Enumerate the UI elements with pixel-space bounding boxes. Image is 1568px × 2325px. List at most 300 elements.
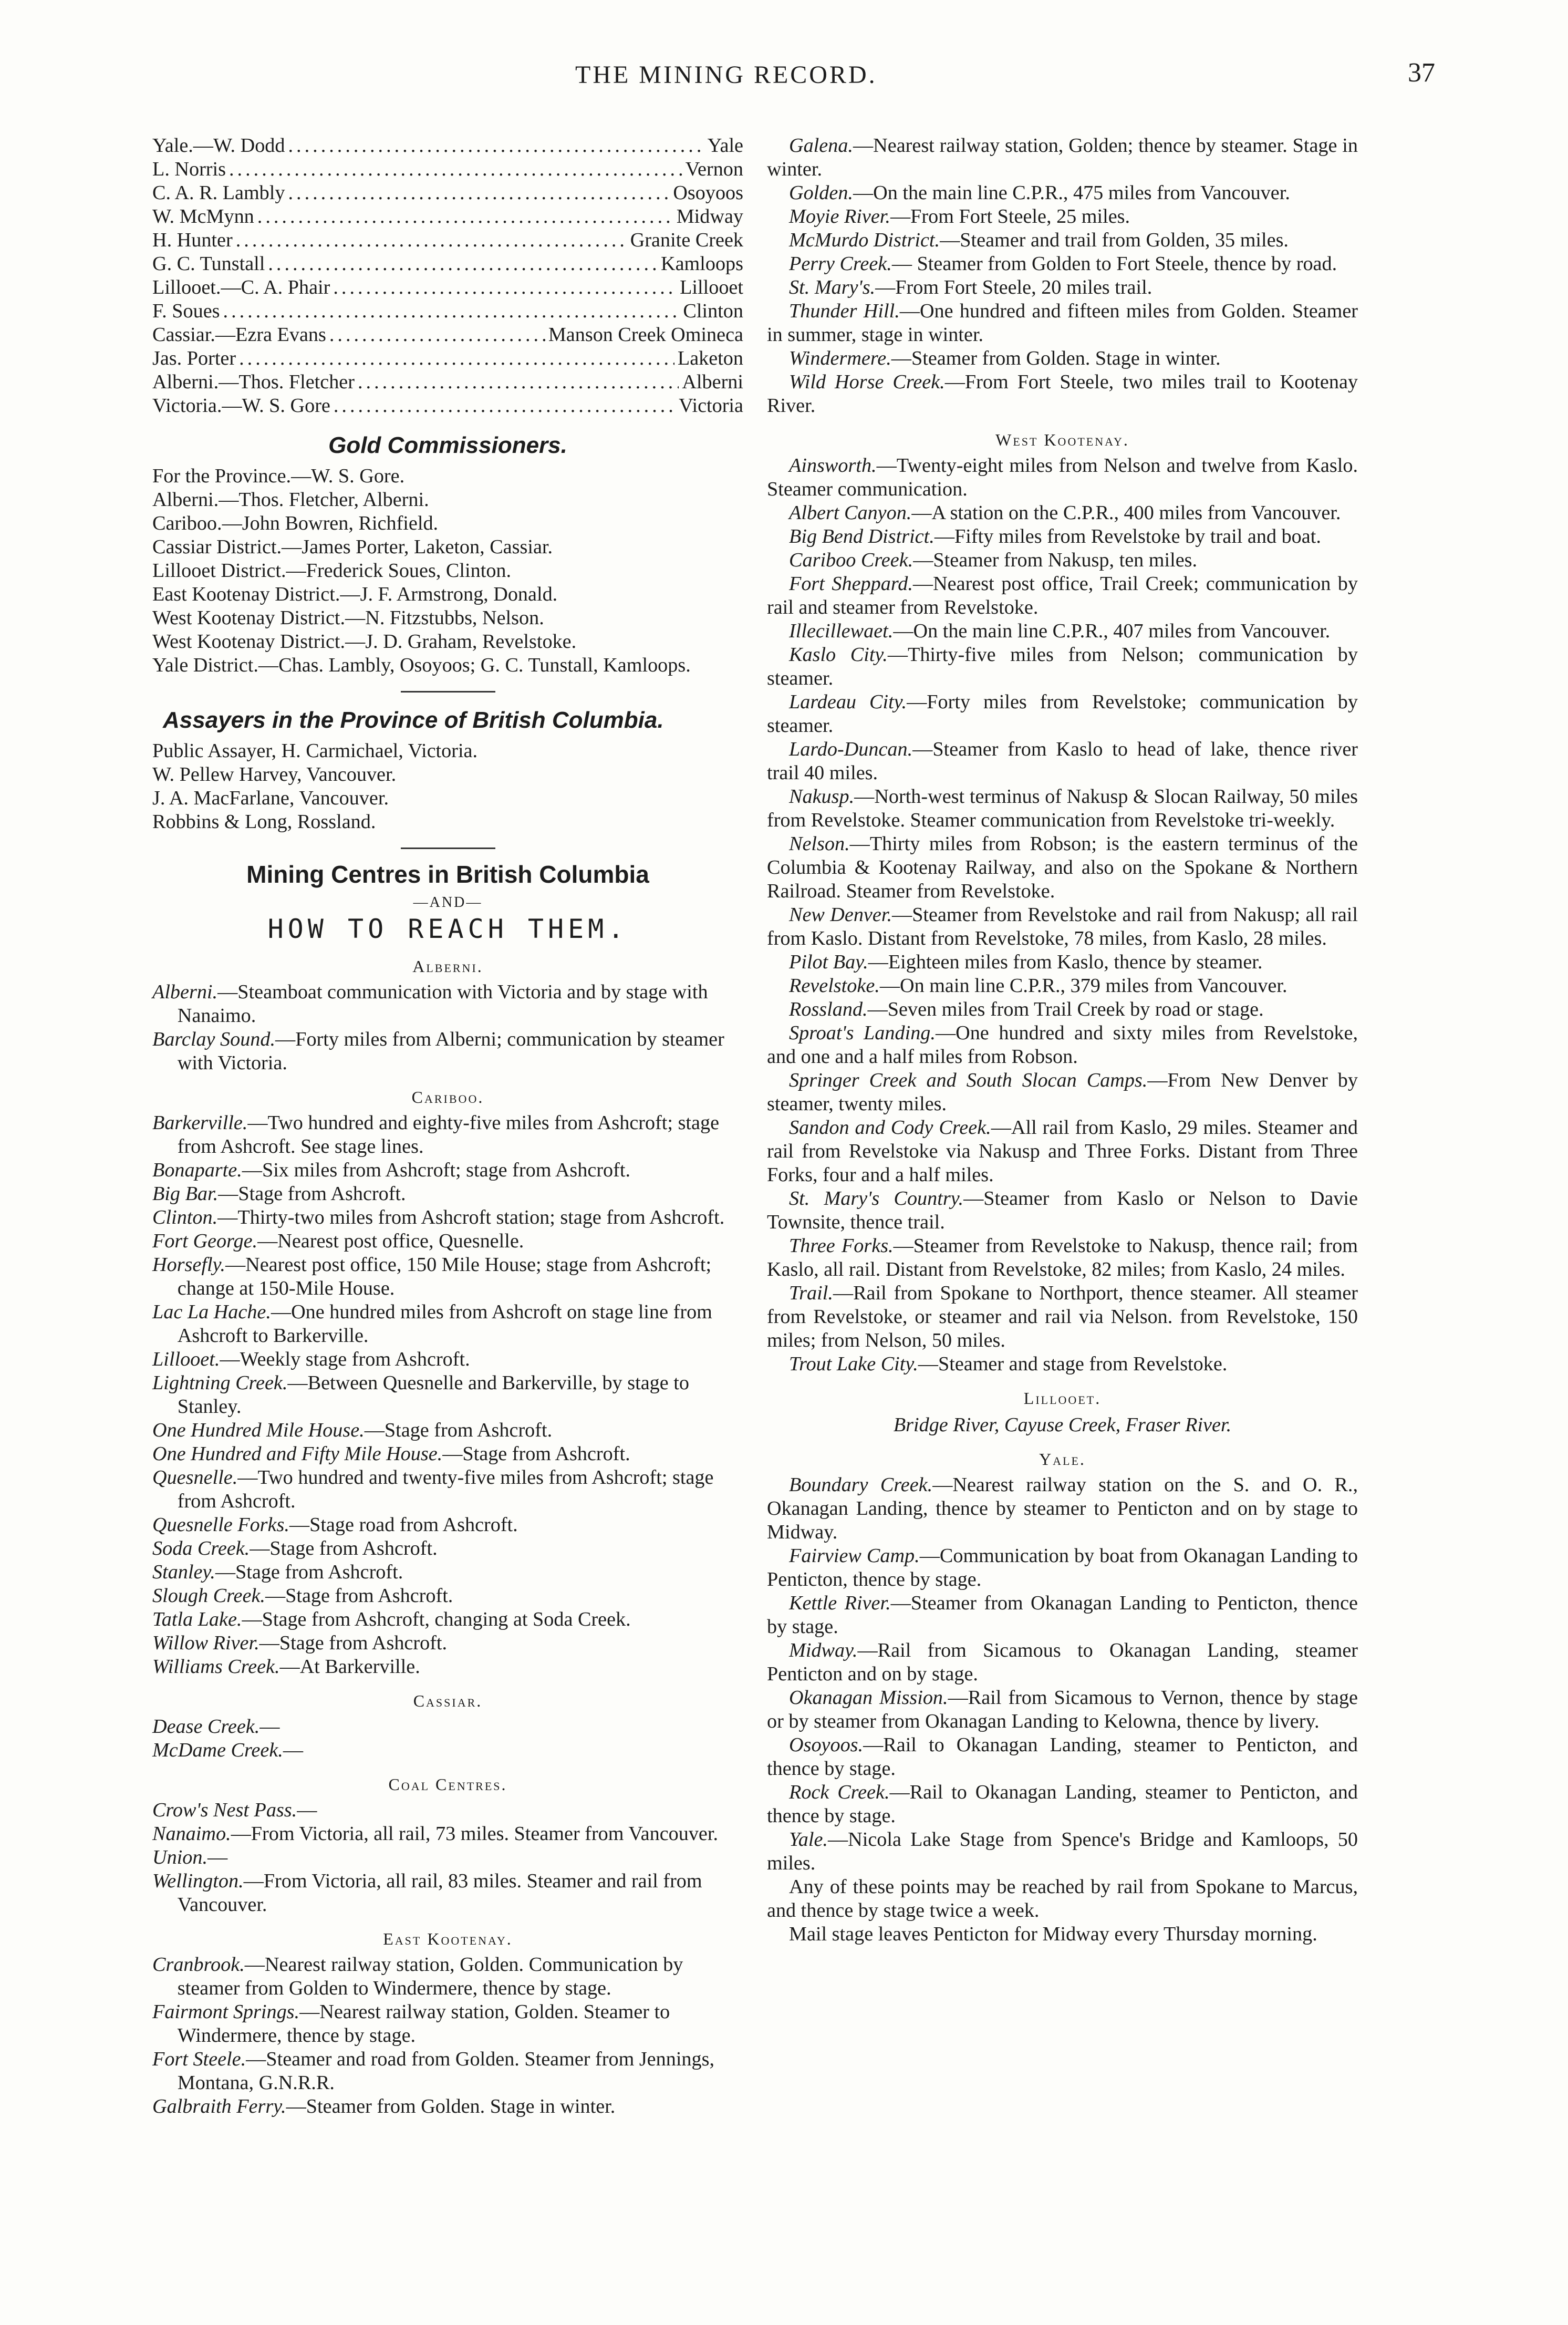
place-name: Boundary Creek. <box>789 1474 933 1496</box>
place-name: Lillooet. <box>152 1348 220 1370</box>
place-name: Kaslo City. <box>789 644 888 666</box>
page-number: 37 <box>1408 58 1435 88</box>
divider <box>401 691 495 693</box>
place-entry <box>767 1234 1358 1282</box>
place-directions: —Nearest railway station on the S. and O. R., Okanagan Landing, thence by steamer to Penticton and on by stage to Midway. <box>767 1474 1358 1543</box>
assayer-row <box>152 252 743 276</box>
assayer-line: Public Assayer, H. Carmichael, Victoria. <box>152 740 478 762</box>
region-heading-lillooet: Lillooet. <box>1023 1389 1102 1408</box>
assayer-row <box>152 276 743 299</box>
place-directions: —On the main line C.P.R., 407 miles from Vancouver. <box>893 620 1331 642</box>
place-name: Fairview Camp. <box>789 1545 920 1567</box>
place-entry <box>767 832 1358 903</box>
place-directions: —Nicola Lake Stage from Spence's Bridge and Kamloops, 50 miles. <box>767 1828 1358 1874</box>
place-entry <box>152 1513 743 1537</box>
assayer-place: Victoria <box>679 395 743 417</box>
place-directions: —Stage from Ashcroft. <box>215 1561 403 1583</box>
place-entry <box>152 1869 743 1917</box>
place-name: Cranbrook. <box>152 1954 245 1976</box>
place-directions: —North-west terminus of Nakusp & Slocan Railway, 50 miles from Revelstoke. Steamer communication from Revelstoke tri-weekly. <box>767 786 1358 831</box>
lillooet-line: Bridge River, Cayuse Creek, Fraser River. <box>893 1414 1232 1436</box>
place-directions: — <box>207 1846 228 1868</box>
place-name: Barkerville. <box>152 1112 248 1134</box>
region-heading-yale: Yale. <box>1039 1450 1086 1469</box>
place-directions: —From New Denver by steamer, twenty miles. <box>767 1069 1358 1115</box>
place-entry <box>767 1069 1358 1116</box>
place-entry <box>152 1229 743 1253</box>
place-name: Lardo-Duncan. <box>789 738 913 760</box>
assayer-name: F. Soues <box>152 300 220 322</box>
place-directions: —Nearest post office, Quesnelle. <box>257 1230 524 1252</box>
leader-dots <box>358 370 679 394</box>
divider <box>401 848 495 849</box>
assayer-name: Alberni.—Thos. Fletcher <box>152 371 355 393</box>
commissioner-line: Lillooet District.—Frederick Soues, Clinton. <box>152 560 512 582</box>
place-directions: —Weekly stage from Ashcroft. <box>220 1348 470 1370</box>
assayer-row <box>152 323 743 347</box>
place-directions: —Stage from Ashcroft. <box>265 1585 453 1607</box>
place-entry <box>152 1419 743 1442</box>
assayer-line: Robbins & Long, Rossland. <box>152 811 376 833</box>
place-name: Crow's Nest Pass. <box>152 1799 297 1821</box>
place-entry <box>767 1592 1358 1639</box>
place-name: Quesnelle Forks. <box>152 1514 289 1536</box>
place-entry <box>767 181 1358 205</box>
place-name: Rock Creek. <box>789 1781 890 1803</box>
place-directions: —Rail from Spokane to Northport, thence steamer. All steamer from Revelstoke, or steamer and rail via Nelson. from Revelstoke, 150 miles; from Nelson, 50 miles. <box>767 1282 1358 1351</box>
assayer-place: Kamloops <box>661 253 743 275</box>
place-entry <box>152 1348 743 1371</box>
place-directions: —At Barkerville. <box>279 1656 420 1678</box>
place-name: Fairmont Springs. <box>152 2001 300 2023</box>
place-entry <box>152 2000 743 2048</box>
place-name: Trail. <box>789 1282 833 1304</box>
place-name: Barclay Sound. <box>152 1028 276 1050</box>
place-entry <box>152 1028 743 1075</box>
place-name: Lac La Hache. <box>152 1301 271 1323</box>
commissioner-line: For the Province.—W. S. Gore. <box>152 465 405 487</box>
assayer-name: C. A. R. Lambly <box>152 182 285 204</box>
place-directions: —Rail to Okanagan Landing, steamer to Penticton, and thence by stage. <box>767 1781 1358 1827</box>
place-entry <box>152 1253 743 1300</box>
place-directions: —Stage from Ashcroft. <box>364 1419 553 1441</box>
place-name: Thunder Hill. <box>789 300 900 322</box>
place-entry <box>767 903 1358 950</box>
place-entry <box>152 1561 743 1584</box>
region-heading-west-kootenay: West Kootenay. <box>995 430 1129 449</box>
leader-dots <box>229 158 682 181</box>
gold-commissioners-list <box>152 464 743 677</box>
place-entry <box>152 1537 743 1561</box>
place-directions: — <box>283 1739 304 1761</box>
place-directions: —On main line C.P.R., 379 miles from Vancouver. <box>879 975 1287 997</box>
leader-dots <box>333 276 677 299</box>
region-heading: Coal Centres. <box>388 1775 507 1794</box>
place-entry <box>152 1584 743 1608</box>
region-heading: Cassiar. <box>413 1691 483 1710</box>
place-entry <box>767 252 1358 276</box>
assayer-place: Manson Creek Omineca <box>548 324 743 346</box>
place-entry <box>152 1206 743 1229</box>
assayer-place: Clinton <box>683 300 743 322</box>
place-name: Trout Lake City. <box>789 1353 918 1375</box>
place-directions: —One hundred and sixty miles from Revelstoke, and one and a half miles from Robson. <box>767 1022 1358 1068</box>
place-directions: —Thirty-two miles from Ashcroft station; stage from Ashcroft. <box>217 1206 725 1228</box>
place-name: Moyie River. <box>789 205 890 228</box>
place-name: St. Mary's Country. <box>789 1187 964 1210</box>
place-entry <box>152 980 743 1028</box>
assayer-name: Yale.—W. Dodd <box>152 135 285 157</box>
place-entry <box>152 1631 743 1655</box>
commissioner-line: East Kootenay District.—J. F. Armstrong, Donald. <box>152 583 558 605</box>
place-name: Lardeau City. <box>789 691 907 713</box>
assayer-place: Lillooet <box>680 276 743 298</box>
assayer-place: Granite Creek <box>630 229 743 251</box>
place-directions: —Steamer from Kaslo to head of lake, thence river trail 40 miles. <box>767 738 1358 784</box>
assayer-row <box>152 181 743 205</box>
place-directions: — <box>259 1716 280 1738</box>
assayer-line: W. Pellew Harvey, Vancouver. <box>152 763 397 786</box>
place-name: Lightning Creek. <box>152 1372 288 1394</box>
assayer-line: J. A. MacFarlane, Vancouver. <box>152 787 389 809</box>
region-heading: East Kootenay. <box>383 1929 513 1948</box>
place-directions: — Steamer from Golden to Fort Steele, thence by road. <box>891 253 1337 275</box>
place-entry <box>152 1799 743 1822</box>
place-name: Stanley. <box>152 1561 215 1583</box>
place-directions: —A station on the C.P.R., 400 miles from Vancouver. <box>911 502 1341 524</box>
place-entry <box>152 1182 743 1206</box>
place-directions: —Stage from Ashcroft. <box>250 1537 438 1559</box>
place-entry <box>767 454 1358 501</box>
place-entry <box>152 1300 743 1348</box>
place-name: Wild Horse Creek. <box>789 371 945 393</box>
place-name: Sandon and Cody Creek. <box>789 1117 991 1139</box>
place-entry <box>767 643 1358 690</box>
place-entry <box>152 1111 743 1159</box>
assayer-row <box>152 370 743 394</box>
place-entry <box>767 501 1358 525</box>
place-name: Golden. <box>789 182 853 204</box>
leader-dots <box>329 323 545 347</box>
place-entry <box>767 1282 1358 1352</box>
mining-centres-title: Mining Centres in British Columbia <box>246 861 649 888</box>
place-name: Wellington. <box>152 1870 244 1892</box>
place-name: Dease Creek. <box>152 1716 260 1738</box>
place-directions: —Steamer from Golden. Stage in winter. <box>286 2095 616 2117</box>
place-name: Springer Creek and South Slocan Camps. <box>789 1069 1148 1091</box>
place-entry <box>767 134 1358 181</box>
leader-dots <box>334 394 676 418</box>
place-directions: —One hundred miles from Ashcroft on stage line from Ashcroft to Barkerville. <box>177 1301 712 1347</box>
place-entry <box>767 785 1358 832</box>
place-entry <box>152 1739 743 1762</box>
assayers-province-list <box>152 739 743 834</box>
place-name: Clinton. <box>152 1206 218 1228</box>
place-directions: —From Victoria, all rail, 73 miles. Steamer from Vancouver. <box>231 1823 719 1845</box>
place-name: Ainsworth. <box>789 454 877 477</box>
place-entry <box>767 998 1358 1021</box>
place-name: Perry Creek. <box>789 253 892 275</box>
place-directions: —Steamer from Kaslo or Nelson to Davie Townsite, thence trail. <box>767 1187 1358 1233</box>
place-entry <box>152 1608 743 1631</box>
place-name: Cariboo Creek. <box>789 549 913 571</box>
west-kootenay-list <box>767 454 1358 1376</box>
place-name: Galena. <box>789 135 853 157</box>
and-line: —AND— <box>413 894 483 911</box>
commissioner-line: West Kootenay District.—N. Fitzstubbs, Nelson. <box>152 607 544 629</box>
place-directions: —Steamer from Okanagan Landing to Penticton, thence by stage. <box>767 1592 1358 1638</box>
leader-dots <box>288 181 670 205</box>
place-name: Alberni. <box>152 981 218 1003</box>
place-directions: —Nearest post office, 150 Mile House; stage from Ashcroft; change at 150-Mile House. <box>177 1254 712 1299</box>
assayer-name: L. Norris <box>152 158 226 180</box>
place-directions: —Forty miles from Alberni; communication by steamer with Victoria. <box>177 1028 724 1074</box>
place-entry <box>767 205 1358 229</box>
assayer-name: W. McMynn <box>152 205 254 228</box>
leader-dots <box>223 299 680 323</box>
commissioner-line: Alberni.—Thos. Fletcher, Alberni. <box>152 489 429 511</box>
assayer-row <box>152 394 743 418</box>
place-directions: —Communication by boat from Okanagan Landing to Penticton, thence by stage. <box>767 1545 1358 1590</box>
place-name: Sproat's Landing. <box>789 1022 936 1044</box>
region-heading: Alberni. <box>412 957 483 976</box>
place-entry <box>767 1639 1358 1686</box>
place-entry <box>767 1187 1358 1234</box>
assayer-name: Victoria.—W. S. Gore <box>152 395 330 417</box>
place-directions: —Six miles from Ashcroft; stage from Ashcroft. <box>242 1159 631 1181</box>
commissioner-line: West Kootenay District.—J. D. Graham, Revelstoke. <box>152 631 577 653</box>
place-directions: —All rail from Kaslo, 29 miles. Steamer and rail from Revelstoke via Nakusp and Three Forks. Distant from Three Forks, four and a half miles. <box>767 1117 1358 1186</box>
assayer-place: Alberni <box>682 371 743 393</box>
place-name: Albert Canyon. <box>789 502 912 524</box>
place-name: Bonaparte. <box>152 1159 242 1181</box>
note-line: Any of these points may be reached by rail from Spokane to Marcus, and thence by stage twice a week. <box>767 1876 1358 1921</box>
place-name: Revelstoke. <box>789 975 880 997</box>
place-entry <box>152 1715 743 1739</box>
place-directions: —Stage from Ashcroft. <box>259 1632 448 1654</box>
place-entry <box>767 974 1358 998</box>
place-directions: —Stage from Ashcroft, changing at Soda Creek. <box>242 1608 631 1630</box>
place-directions: —Steamer and trail from Golden, 35 miles. <box>940 229 1289 251</box>
place-entry <box>152 1846 743 1869</box>
place-entry <box>152 2095 743 2119</box>
place-name: Tatla Lake. <box>152 1608 242 1630</box>
place-name: Midway. <box>789 1639 858 1661</box>
place-directions: —On the main line C.P.R., 475 miles from Vancouver. <box>853 182 1290 204</box>
yale-list <box>767 1473 1358 1875</box>
assayer-row <box>152 229 743 252</box>
assayer-name: G. C. Tunstall <box>152 253 265 275</box>
place-directions: —Eighteen miles from Kaslo, thence by steamer. <box>868 951 1263 973</box>
place-name: Big Bend District. <box>789 525 934 547</box>
how-to-reach-title: HOW TO REACH THEM. <box>267 914 628 944</box>
right-column <box>767 134 1358 1946</box>
place-entry <box>767 1781 1358 1828</box>
place-directions: — <box>297 1799 317 1821</box>
place-entry <box>767 276 1358 299</box>
place-name: Osoyoos. <box>789 1734 864 1756</box>
assayer-place: Vernon <box>685 158 743 180</box>
place-directions: —Two hundred and eighty-five miles from Ashcroft; stage from Ashcroft. See stage lines. <box>177 1112 720 1158</box>
commissioner-line: Cariboo.—John Bowren, Richfield. <box>152 512 439 534</box>
place-directions: —Steamer and road from Golden. Steamer from Jennings, Montana, G.N.R.R. <box>177 2048 715 2094</box>
place-directions: —Steamer from Golden. Stage in winter. <box>891 347 1221 369</box>
leader-dots <box>239 347 674 370</box>
left-column <box>152 134 743 2119</box>
place-directions: —Thirty-five miles from Nelson; communication by steamer. <box>767 644 1358 689</box>
assayer-place: Yale <box>707 135 743 157</box>
place-directions: —Two hundred and twenty-five miles from Ashcroft; stage from Ashcroft. <box>177 1466 714 1512</box>
place-entry <box>767 1116 1358 1187</box>
assayers-province-heading: Assayers in the Province of British Columbia. <box>163 707 664 733</box>
place-directions: —From Fort Steele, 25 miles. <box>890 205 1130 228</box>
place-directions: —Stage road from Ashcroft. <box>289 1514 518 1536</box>
assayer-row <box>152 347 743 370</box>
place-name: Fort Steele. <box>152 2048 246 2070</box>
place-entry <box>767 1544 1358 1592</box>
place-directions: —Between Quesnelle and Barkerville, by stage to Stanley. <box>177 1372 689 1418</box>
place-entry <box>152 1822 743 1846</box>
place-directions: —Nearest railway station, Golden. Steamer to Windermere, thence by stage. <box>177 2001 670 2047</box>
place-name: St. Mary's. <box>789 276 876 298</box>
assayer-name: Lillooet.—C. A. Phair <box>152 276 330 298</box>
place-directions: —One hundred and fifteen miles from Golden. Steamer in summer, stage in winter. <box>767 300 1358 346</box>
place-name: Willow River. <box>152 1632 259 1654</box>
assayer-row <box>152 299 743 323</box>
assayer-place: Midway <box>676 205 743 228</box>
place-directions: —Steamboat communication with Victoria and by stage with Nanaimo. <box>177 981 708 1027</box>
place-directions: —Rail from Sicamous to Okanagan Landing, steamer Penticton and on by stage. <box>767 1639 1358 1685</box>
note-line: Mail stage leaves Penticton for Midway every Thursday morning. <box>789 1923 1317 1945</box>
place-entry <box>767 549 1358 572</box>
place-entry <box>152 1371 743 1419</box>
leader-dots <box>257 205 673 229</box>
place-directions: —Nearest railway station, Golden. Communication by steamer from Golden to Windermere, thence by stage. <box>177 1954 683 1999</box>
place-entry <box>767 347 1358 370</box>
place-name: One Hundred and Fifty Mile House. <box>152 1443 443 1465</box>
place-directions: —Rail to Okanagan Landing, steamer to Penticton, and thence by stage. <box>767 1734 1358 1780</box>
place-entry <box>152 1159 743 1182</box>
assayer-place: Laketon <box>677 347 743 369</box>
place-entry <box>767 1473 1358 1544</box>
place-name: Nanaimo. <box>152 1823 231 1845</box>
place-directions: —From Victoria, all rail, 83 miles. Steamer and rail from Vancouver. <box>177 1870 702 1916</box>
place-name: Slough Creek. <box>152 1585 265 1607</box>
place-directions: —Steamer from Revelstoke and rail from Nakusp; all rail from Kaslo. Distant from Revelstoke, 78 miles, from Kaslo, 28 miles. <box>767 904 1358 949</box>
place-name: New Denver. <box>789 904 892 926</box>
place-name: Nakusp. <box>789 786 855 808</box>
place-entry <box>767 1733 1358 1781</box>
place-entry <box>767 950 1358 974</box>
place-directions: —Steamer from Revelstoke to Nakusp, thence rail; from Kaslo, all rail. Distant from Revelstoke, 82 miles; from Kaslo, 24 miles. <box>767 1235 1358 1280</box>
assayer-place: Osoyoos <box>673 182 743 204</box>
place-name: Three Forks. <box>789 1235 894 1257</box>
place-entry <box>767 1686 1358 1733</box>
assayers-list <box>152 134 743 418</box>
place-name: Fort Sheppard. <box>789 573 913 595</box>
place-entry <box>767 1021 1358 1069</box>
running-head <box>0 60 1568 102</box>
place-directions: —Twenty-eight miles from Nelson and twelve from Kaslo. Steamer communication. <box>767 454 1358 500</box>
place-name: Nelson. <box>789 833 850 855</box>
place-entry <box>767 299 1358 347</box>
place-name: One Hundred Mile House. <box>152 1419 365 1441</box>
page-title: THE MINING RECORD. <box>575 61 877 89</box>
place-name: Big Bar. <box>152 1183 219 1205</box>
place-name: Pilot Bay. <box>789 951 868 973</box>
place-entry <box>152 1655 743 1679</box>
place-directions: —Thirty miles from Robson; is the eastern terminus of the Columbia & Kootenay Railway, and also on the Spokane & Northern Railroad. Steamer from Revelstoke. <box>767 833 1358 902</box>
place-entry <box>152 2048 743 2095</box>
assayer-row <box>152 205 743 229</box>
place-name: Windermere. <box>789 347 891 369</box>
assayer-name: Cassiar.—Ezra Evans <box>152 324 326 346</box>
place-name: Yale. <box>789 1828 828 1851</box>
place-directions: —Nearest railway station, Golden; thence by steamer. Stage in winter. <box>767 135 1358 180</box>
place-name: Soda Creek. <box>152 1537 250 1559</box>
place-directions: —Fifty miles from Revelstoke by trail and boat. <box>934 525 1321 547</box>
place-entry <box>767 525 1358 549</box>
left-sections <box>152 955 743 2119</box>
east-kootenay-continued <box>767 134 1358 418</box>
place-entry <box>767 229 1358 252</box>
region-heading: Cariboo. <box>411 1088 484 1107</box>
leader-dots <box>288 134 704 158</box>
place-directions: —Nearest post office, Trail Creek; communication by rail and steamer from Revelstoke. <box>767 573 1358 618</box>
commissioner-line: Yale District.—Chas. Lambly, Osoyoos; G. C. Tunstall, Kamloops. <box>152 654 691 676</box>
place-entry <box>767 370 1358 418</box>
place-name: Quesnelle. <box>152 1466 238 1489</box>
assayer-row <box>152 158 743 181</box>
gold-commissioners-heading: Gold Commissioners. <box>328 432 567 458</box>
assayer-name: H. Hunter <box>152 229 233 251</box>
place-entry <box>767 1828 1358 1875</box>
place-name: Union. <box>152 1846 208 1868</box>
place-name: Galbraith Ferry. <box>152 2095 286 2117</box>
yale-notes <box>767 1875 1358 1946</box>
assayer-row <box>152 134 743 158</box>
place-name: Williams Creek. <box>152 1656 280 1678</box>
leader-dots <box>236 229 627 252</box>
place-name: Rossland. <box>789 998 868 1020</box>
place-directions: —Seven miles from Trail Creek by road or stage. <box>867 998 1264 1020</box>
place-directions: —Stage from Ashcroft. <box>442 1443 630 1465</box>
commissioner-line: Cassiar District.—James Porter, Laketon, Cassiar. <box>152 536 553 558</box>
place-directions: —Steamer from Nakusp, ten miles. <box>913 549 1198 571</box>
place-name: McDame Creek. <box>152 1739 283 1761</box>
place-name: Illecillewaet. <box>789 620 894 642</box>
place-entry <box>767 738 1358 785</box>
place-entry <box>152 1442 743 1466</box>
place-directions: —Rail from Sicamous to Vernon, thence by stage or by steamer from Okanagan Landing to Kelowna, thence by livery. <box>767 1687 1358 1732</box>
place-directions: —From Fort Steele, 20 miles trail. <box>875 276 1152 298</box>
place-entry <box>767 1352 1358 1376</box>
place-name: Okanagan Mission. <box>789 1687 948 1709</box>
place-name: Horsefly. <box>152 1254 225 1276</box>
place-entry <box>152 1953 743 2000</box>
place-directions: —Steamer and stage from Revelstoke. <box>918 1353 1228 1375</box>
place-entry <box>767 619 1358 643</box>
leader-dots <box>268 252 658 276</box>
place-directions: —From Fort Steele, two miles trail to Kootenay River. <box>767 371 1358 417</box>
place-name: McMurdo District. <box>789 229 940 251</box>
place-entry <box>767 572 1358 619</box>
place-directions: —Stage from Ashcroft. <box>218 1183 406 1205</box>
assayer-name: Jas. Porter <box>152 347 236 369</box>
place-entry <box>152 1466 743 1513</box>
place-name: Fort George. <box>152 1230 258 1252</box>
place-entry <box>767 690 1358 738</box>
